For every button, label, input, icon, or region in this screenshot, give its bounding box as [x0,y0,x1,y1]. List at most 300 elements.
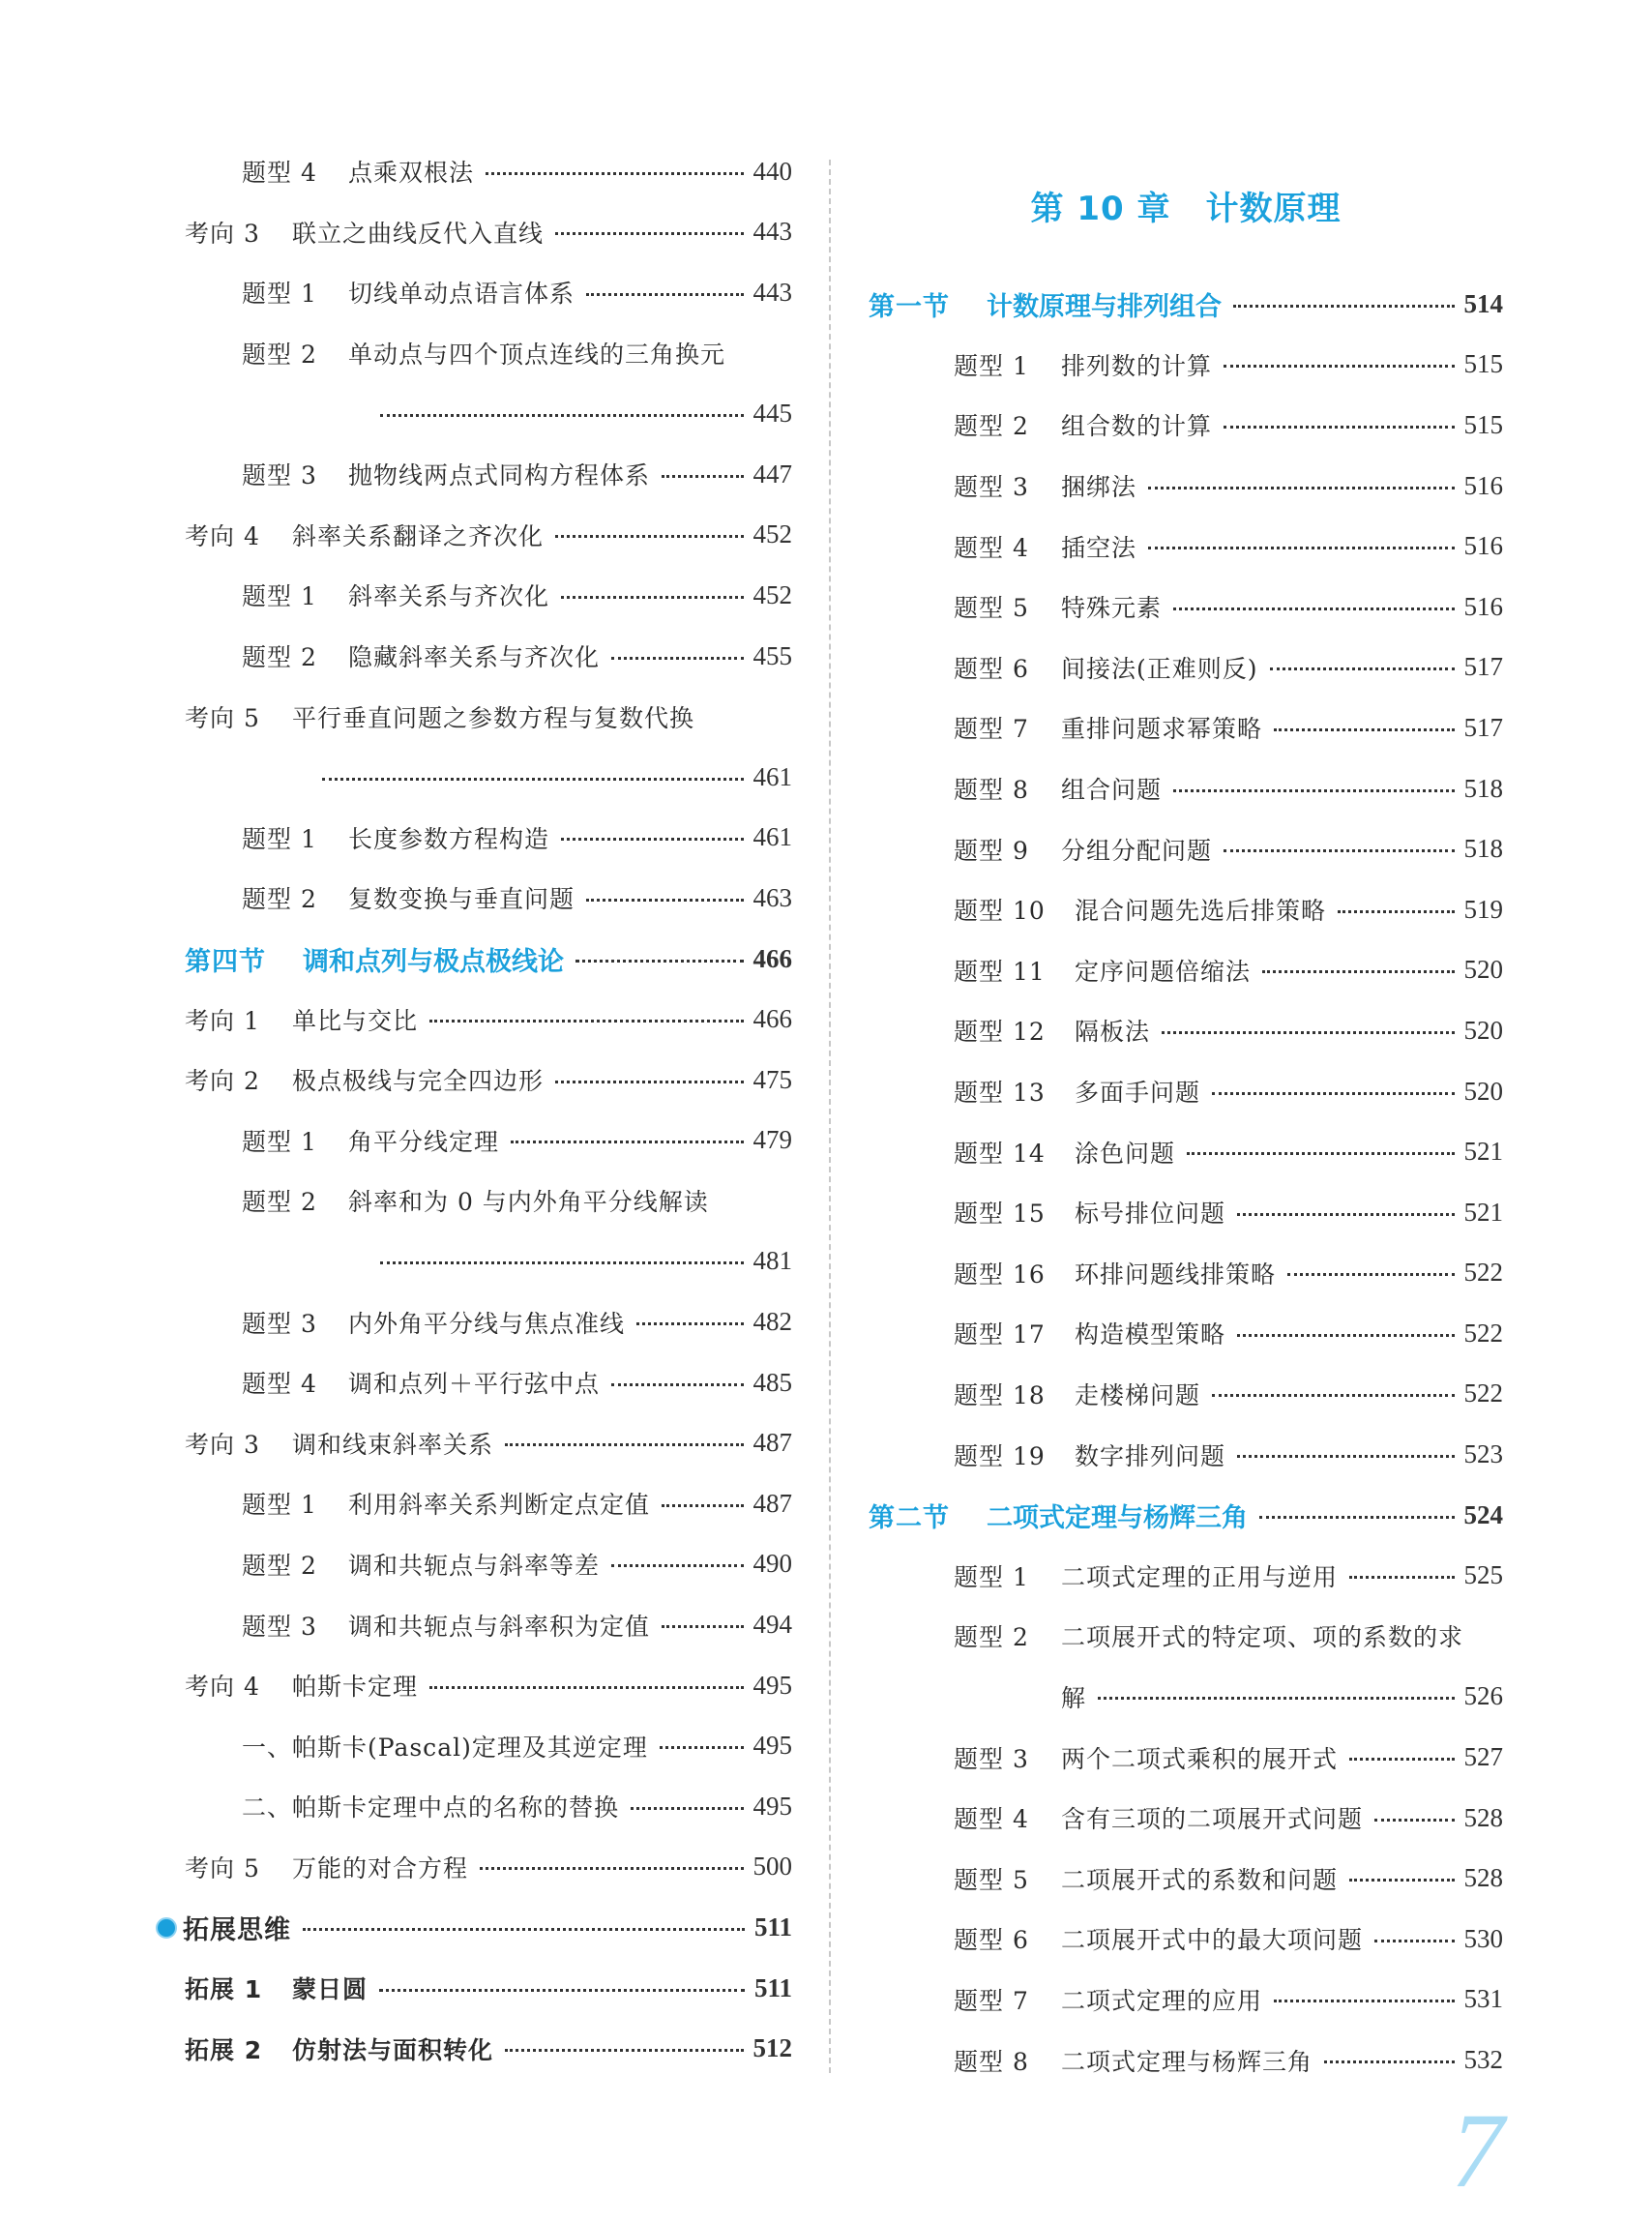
entry-title: 标号排位问题 [1075,1200,1226,1229]
entry-title-continued: 解 [1061,1683,1087,1712]
entry-label: 题型 2 [242,643,317,672]
dot-leader [1212,1394,1454,1397]
entry-label: 题型 4 [242,159,317,188]
entry-page: 528 [1463,1802,1503,1832]
entry-label: 题型 2 [242,885,317,914]
entry-page: 517 [1463,652,1503,682]
entry-title: 环排问题线排策略 [1075,1260,1277,1289]
entry-title: 重排问题求幂策略 [1061,715,1263,744]
dot-leader [586,899,743,902]
entry-label: 考向 2 [185,1067,260,1096]
entry-title: 调和点列＋平行弦中点 [348,1370,601,1399]
entry-page: 500 [752,1852,792,1882]
entry-title: 两个二项式乘积的展开式 [1061,1744,1339,1773]
entry-page: 532 [1463,2045,1503,2075]
entry-title: 构造模型策略 [1075,1320,1226,1349]
toc-entry[interactable] [185,1776,792,1837]
entry-page: 455 [752,640,792,670]
dot-leader [662,1625,743,1628]
entry-label: 题型 4 [954,1805,1029,1834]
entry-label: 题型 3 [242,1309,317,1338]
entry-title: 隔板法 [1075,1018,1151,1047]
entry-page: 522 [1463,1378,1503,1408]
toc-entry[interactable] [185,1111,792,1171]
entry-label: 考向 3 [185,219,260,248]
dot-leader [555,535,743,538]
entry-page: 528 [1463,1863,1503,1893]
dot-leader [1212,1092,1454,1095]
dot-leader [1162,1031,1454,1034]
toc-entry[interactable] [185,929,792,990]
toc-entry[interactable] [869,1424,1503,1485]
toc-entry[interactable] [185,1655,792,1716]
toc-entry[interactable] [185,1352,792,1413]
toc-entry[interactable] [869,818,1503,879]
entry-title: 调和共轭点与斜率积为定值 [348,1612,651,1641]
entry-title: 计数原理与排列组合 [987,291,1222,322]
entry-label: 题型 1 [242,582,317,611]
entry-page: 514 [1463,288,1503,318]
entry-title: 平行垂直问题之参数方程与复数代换 [292,703,695,732]
entry-title: 捆绑法 [1061,473,1137,502]
dot-leader [1098,1697,1454,1700]
entry-title: 斜率关系翻译之齐次化 [292,521,545,550]
entry-title: 二项展开式的特定项、项的系数的求 [1061,1623,1464,1652]
entry-title: 一、帕斯卡(Pascal)定理及其逆定理 [242,1733,648,1762]
dot-leader [575,960,744,963]
entry-title: 二项式定理与杨辉三角 [1061,2047,1313,2076]
entry-page: 447 [752,459,792,489]
entry-page: 516 [1463,470,1503,500]
entry-page: 520 [1463,1076,1503,1106]
entry-label: 题型 3 [954,473,1029,502]
entry-title: 仿射法与面积转化 [292,2035,494,2064]
entry-title: 斜率和为 0 与内外角平分线解读 [348,1188,709,1217]
entry-title: 分组分配问题 [1061,836,1213,865]
entry-page: 495 [752,1731,792,1761]
entry-title: 斜率关系与齐次化 [348,582,550,611]
entry-title: 角平分线定理 [348,1127,500,1156]
entry-page: 494 [752,1610,792,1640]
entry-label: 题型 17 [954,1320,1046,1349]
entry-label: 题型 13 [954,1079,1046,1108]
toc-entry[interactable] [869,1243,1503,1304]
dot-leader [611,1564,743,1567]
toc-entry[interactable] [869,1909,1503,1970]
chapter-name: 计数原理 [1205,190,1342,228]
dot-leader [1173,608,1454,610]
entry-label: 题型 4 [242,1370,317,1399]
entry-label: 考向 4 [185,1673,260,1702]
dot-leader [1324,2060,1454,2063]
entry-title: 调和线束斜率关系 [292,1430,494,1459]
dot-leader [1270,667,1455,670]
entry-label: 题型 1 [242,1127,317,1156]
toc-entry[interactable] [185,565,792,626]
entry-label: 题型 1 [242,1491,317,1520]
dot-leader [1349,1758,1454,1761]
dot-leader [1237,1455,1454,1458]
toc-entry[interactable] [156,1897,792,1958]
entry-page: 515 [1463,349,1503,379]
entry-title: 蒙日圆 [292,1975,369,2004]
entry-title: 切线单动点语言体系 [348,280,575,309]
toc-entry[interactable] [869,1182,1503,1243]
entry-label: 题型 12 [954,1018,1046,1047]
entry-page: 495 [752,1791,792,1821]
dot-leader [1233,305,1455,308]
entry-page: 452 [752,519,792,549]
entry-label: 考向 4 [185,521,260,550]
entry-title: 涂色问题 [1075,1139,1176,1168]
entry-page: 530 [1463,1923,1503,1953]
dot-leader [380,1261,744,1264]
dot-leader [379,1989,745,1992]
toc-entry[interactable] [185,808,792,869]
entry-label: 题型 18 [954,1380,1046,1409]
entry-page: 515 [1463,409,1503,439]
toc-entry[interactable] [185,1171,792,1231]
entry-title: 二、帕斯卡定理中点的名称的替换 [242,1793,620,1823]
entry-label: 题型 4 [954,533,1029,562]
entry-title: 定序问题倍缩法 [1075,957,1252,986]
entry-title: 二项展开式的系数和问题 [1061,1865,1339,1894]
entry-page: 466 [752,943,792,973]
toc-entry[interactable] [869,1000,1503,1061]
entry-title: 排列数的计算 [1061,351,1213,380]
entry-page: 443 [752,217,792,247]
toc-entry[interactable] [185,1473,792,1534]
entry-page: 461 [752,822,792,852]
chapter-title [869,182,1503,229]
page-number: 7 [1451,2091,1504,2209]
toc-entry[interactable] [185,1715,792,1776]
dot-leader [1338,910,1454,913]
entry-page: 525 [1463,1560,1503,1590]
dot-leader [505,1443,743,1446]
entry-label: 题型 3 [954,1744,1029,1773]
dot-leader [1224,849,1454,852]
toc-entry[interactable] [185,323,792,384]
entry-page: 487 [752,1428,792,1458]
entry-page: 517 [1463,712,1503,742]
dot-leader [662,1504,743,1507]
entry-title: 二项式定理与杨辉三角 [987,1502,1248,1533]
toc-entry-continuation[interactable] [185,383,792,444]
entry-label: 考向 5 [185,703,260,732]
toc-entry[interactable] [869,697,1503,758]
entry-page: 512 [752,2033,792,2063]
entry-title: 帕斯卡定理 [292,1673,419,1702]
entry-title: 拓展思维 [183,1915,291,1946]
toc-entry[interactable] [185,626,792,687]
entry-page: 518 [1463,834,1503,864]
entry-page: 481 [752,1246,792,1276]
toc-entry[interactable] [869,1848,1503,1909]
toc-left-column [185,141,792,2079]
dot-leader [429,1686,743,1689]
dot-leader [1148,487,1454,489]
entry-page: 520 [1463,955,1503,985]
entry-label: 考向 5 [185,1853,260,1882]
entry-page: 490 [752,1549,792,1579]
entry-label: 题型 1 [242,280,317,309]
dot-leader [1259,1516,1455,1519]
toc-entry[interactable] [869,1485,1503,1546]
entry-label: 题型 3 [242,461,317,490]
entry-label: 拓展 2 [185,2035,263,2064]
toc-entry[interactable] [185,141,792,202]
entry-title: 二项式定理的应用 [1061,1986,1263,2015]
entry-label: 题型 2 [242,341,317,370]
entry-label: 题型 7 [954,1986,1029,2015]
entry-title: 二项展开式中的最大项问题 [1061,1926,1364,1955]
entry-title: 长度参数方程构造 [348,824,550,853]
toc-entry[interactable] [185,989,792,1050]
entry-title: 走楼梯问题 [1075,1380,1201,1409]
entry-page: 524 [1463,1499,1503,1529]
entry-title: 多面手问题 [1075,1079,1201,1108]
entry-page: 531 [1463,1984,1503,2014]
entry-title: 联立之曲线反代入直线 [292,219,545,248]
entry-title: 调和点列与极点极线论 [303,946,564,977]
toc-entry[interactable] [869,1606,1503,1667]
dot-leader [555,1081,743,1083]
entry-label: 题型 6 [954,1926,1029,1955]
column-divider [829,160,831,2073]
entry-title: 内外角平分线与焦点准线 [348,1309,626,1338]
toc-entry[interactable] [869,758,1503,819]
entry-page: 522 [1463,1258,1503,1288]
toc-entry[interactable] [869,274,1503,335]
dot-leader [1349,1879,1454,1882]
dot-leader [1349,1576,1454,1579]
entry-label: 考向 3 [185,1430,260,1459]
toc-entry[interactable] [869,940,1503,1001]
toc-entry[interactable] [869,395,1503,456]
dot-leader [380,414,744,417]
entry-title: 点乘双根法 [348,159,475,188]
toc-entry[interactable] [869,577,1503,637]
dot-leader [1374,1819,1454,1822]
toc-entry[interactable] [185,1534,792,1595]
toc-entry[interactable] [869,879,1503,940]
entry-title: 单比与交比 [292,1006,419,1035]
entry-label: 题型 7 [954,715,1029,744]
dot-leader [486,172,743,175]
entry-page: 519 [1463,894,1503,924]
entry-title: 插空法 [1061,533,1137,562]
entry-label: 题型 2 [954,1623,1029,1652]
entry-label: 题型 2 [954,412,1029,441]
entry-label: 第四节 [185,946,266,977]
toc-entry[interactable] [869,2030,1503,2090]
toc-entry[interactable] [185,505,792,566]
toc-entry[interactable] [869,335,1503,396]
toc-entry[interactable] [869,1788,1503,1849]
dot-leader [1287,1273,1454,1276]
entry-title: 利用斜率关系判断定点定值 [348,1491,651,1520]
dot-leader [636,1322,743,1325]
toc-entry[interactable] [185,1291,792,1352]
dot-leader [1374,1940,1454,1942]
dot-leader [660,1746,744,1749]
entry-label: 拓展 1 [185,1975,263,2004]
toc-entry[interactable] [185,444,792,505]
dot-leader [1224,365,1454,368]
toc-entry[interactable] [185,2018,792,2079]
entry-title: 含有三项的二项展开式问题 [1061,1805,1364,1834]
entry-page: 466 [752,1004,792,1034]
entry-label: 题型 9 [954,836,1029,865]
dot-leader [1224,426,1454,429]
toc-entry[interactable] [185,686,792,747]
toc-entry[interactable] [185,868,792,929]
dot-leader [1274,2000,1454,2002]
entry-label: 题型 14 [954,1139,1046,1168]
dot-leader [555,232,743,235]
entry-label: 题型 3 [242,1612,317,1641]
toc-entry-continuation[interactable] [869,1667,1503,1728]
dot-leader [303,1928,745,1931]
dot-leader [429,1020,743,1023]
toc-entry-continuation[interactable] [185,1231,792,1292]
entry-label: 题型 6 [954,654,1029,683]
entry-title: 组合数的计算 [1061,412,1213,441]
toc-entry[interactable] [185,1958,792,2019]
dot-leader [505,2049,743,2052]
dot-leader [561,596,743,599]
toc-entry[interactable] [869,1970,1503,2030]
toc-entry[interactable] [185,1412,792,1473]
entry-label: 题型 5 [954,594,1029,623]
entry-page: 479 [752,1125,792,1155]
entry-page: 487 [752,1488,792,1518]
toc-entry[interactable] [185,1837,792,1898]
toc-entry[interactable] [869,516,1503,577]
entry-page: 475 [752,1064,792,1094]
entry-page: 518 [1463,773,1503,803]
toc-entry[interactable] [185,202,792,263]
entry-title: 调和共轭点与斜率等差 [348,1551,601,1580]
dot-leader [631,1807,743,1810]
toc-entry-continuation[interactable] [185,747,792,808]
entry-page: 527 [1463,1742,1503,1772]
entry-title: 二项式定理的正用与逆用 [1061,1562,1339,1591]
entry-title: 组合问题 [1061,776,1163,805]
entry-page: 516 [1463,531,1503,561]
entry-label: 题型 10 [954,897,1046,926]
dot-leader [1173,789,1454,792]
entry-title: 复数变换与垂直问题 [348,885,575,914]
entry-title: 混合问题先选后排策略 [1075,897,1327,926]
toc-entry[interactable] [869,1061,1503,1122]
entry-page: 526 [1463,1681,1503,1711]
bullet-icon [156,1917,177,1939]
entry-label: 题型 2 [242,1551,317,1580]
entry-label: 题型 5 [954,1865,1029,1894]
toc-entry[interactable] [185,1050,792,1111]
entry-title: 万能的对合方程 [292,1853,469,1882]
toc-entry[interactable] [869,1364,1503,1425]
entry-page: 452 [752,579,792,609]
dot-leader [611,657,743,660]
entry-title: 特殊元素 [1061,594,1163,623]
entry-page: 523 [1463,1439,1503,1469]
dot-leader [1237,1334,1454,1337]
entry-page: 521 [1463,1137,1503,1167]
dot-leader [611,1383,743,1386]
toc-entry[interactable] [869,1545,1503,1606]
dot-leader [322,778,744,781]
entry-page: 495 [752,1670,792,1700]
dot-leader [586,293,743,296]
toc-entry[interactable] [869,1727,1503,1788]
entry-page: 522 [1463,1318,1503,1348]
entry-label: 题型 15 [954,1200,1046,1229]
toc-right-column [869,274,1503,2090]
dot-leader [561,838,743,841]
dot-leader [480,1867,743,1870]
entry-title: 单动点与四个顶点连线的三角换元 [348,341,726,370]
entry-page: 485 [752,1367,792,1397]
entry-page: 520 [1463,1015,1503,1045]
entry-page: 516 [1463,591,1503,621]
entry-title: 极点极线与完全四边形 [292,1067,545,1096]
entry-label: 题型 16 [954,1260,1046,1289]
dot-leader [1237,1213,1454,1216]
entry-page: 461 [752,761,792,791]
entry-page: 463 [752,882,792,912]
toc-entry[interactable] [869,637,1503,698]
entry-label: 考向 1 [185,1006,260,1035]
toc-entry[interactable] [869,1303,1503,1364]
dot-leader [1187,1152,1454,1155]
toc-entry[interactable] [869,1121,1503,1182]
entry-label: 题型 8 [954,2047,1029,2076]
entry-title: 间接法(正难则反) [1061,654,1258,683]
entry-label: 题型 11 [954,957,1046,986]
entry-page: 443 [752,277,792,307]
toc-entry[interactable] [185,1594,792,1655]
toc-entry[interactable] [185,262,792,323]
entry-page: 440 [752,156,792,186]
entry-page: 511 [753,1912,792,1942]
dot-leader [1148,547,1454,549]
entry-page: 482 [752,1307,792,1337]
entry-title: 隐藏斜率关系与齐次化 [348,643,601,672]
dot-leader [1262,970,1454,973]
dot-leader [662,475,743,478]
toc-entry[interactable] [869,456,1503,517]
entry-page: 445 [752,399,792,429]
entry-page: 511 [753,1972,792,2002]
entry-label: 题型 8 [954,776,1029,805]
chapter-number: 第 10 章 [1030,190,1171,228]
dot-leader [511,1141,743,1143]
entry-label: 题型 1 [242,824,317,853]
entry-label: 第一节 [869,291,950,322]
entry-title: 数字排列问题 [1075,1441,1226,1470]
entry-page: 521 [1463,1197,1503,1227]
entry-label: 第二节 [869,1502,950,1533]
entry-label: 题型 2 [242,1188,317,1217]
entry-label: 题型 1 [954,1562,1029,1591]
entry-label: 题型 19 [954,1441,1046,1470]
dot-leader [1274,728,1454,731]
entry-label: 题型 1 [954,351,1029,380]
entry-title: 抛物线两点式同构方程体系 [348,461,651,490]
